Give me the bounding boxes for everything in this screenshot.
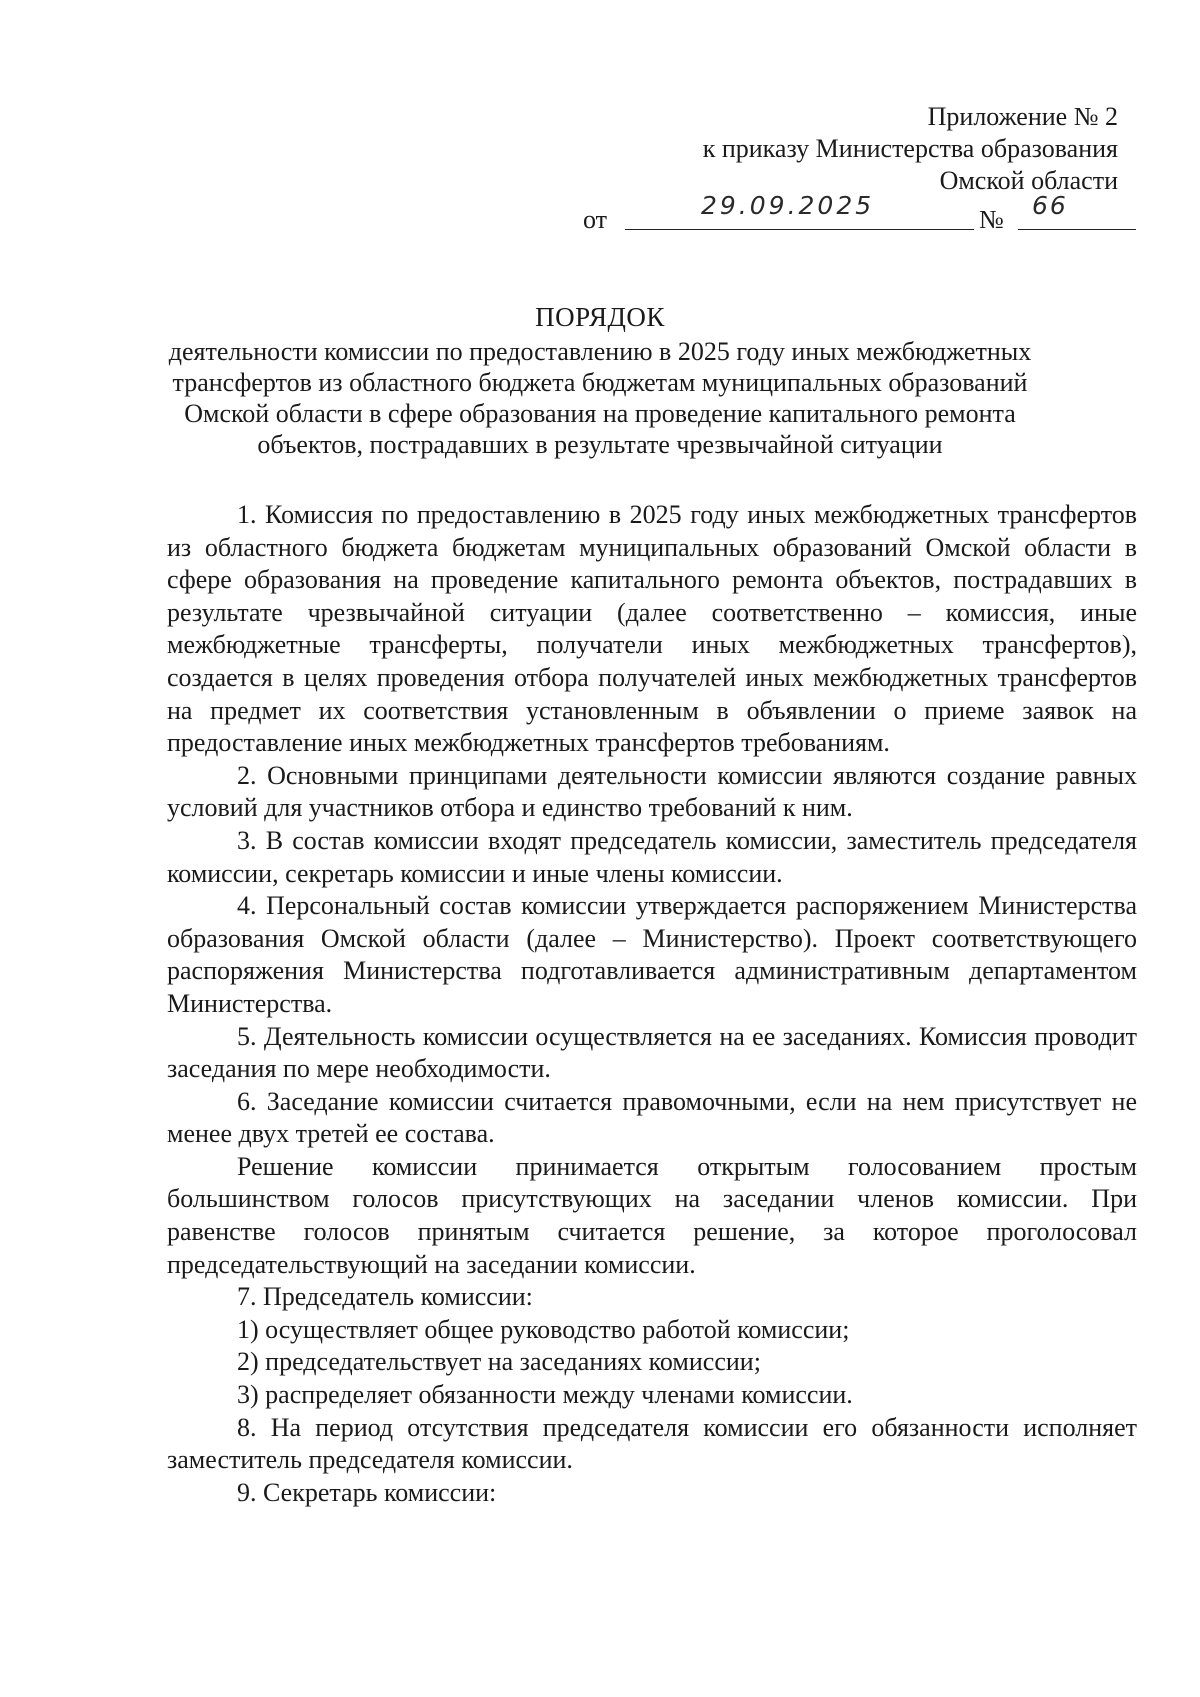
- paragraph: 9. Секретарь комиссии:: [237, 1477, 497, 1507]
- document-title: ПОРЯДОК: [535, 302, 665, 332]
- subtitle-line: деятельности комиссии по предоставлению в 2025 году иных межбюджетных: [168, 337, 1032, 366]
- handwritten-date: 29.09.2025: [701, 191, 875, 220]
- appendix-line-2: к приказу Министерства образования: [702, 134, 1118, 163]
- paragraph: 5. Деятельность комиссии осуществляется на ее заседаниях. Комиссия проводит заседания по мере необходимости.: [167, 1021, 1137, 1084]
- subtitle-line: объектов, пострадавших в результате чрезвычайной ситуации: [257, 430, 943, 459]
- paragraph: 3) распределяет обязанности между членами комиссии.: [237, 1380, 853, 1410]
- number-prefix: №: [979, 205, 1004, 234]
- paragraph: Решение комиссии принимается открытым голосованием простым большинством голосов присутствующих на заседании членов комиссии. При равенстве голосов принятым считается решение, за которое проголосовал председательствующий на заседании комиссии.: [167, 1151, 1137, 1279]
- document-body: [167, 499, 1137, 1509]
- order-date-number-line: [583, 191, 1136, 234]
- subtitle-line: трансфертов из областного бюджета бюджетам муниципальных образований: [172, 368, 1028, 397]
- paragraph: 1) осуществляет общее руководство работой комиссии;: [237, 1314, 850, 1344]
- date-prefix: от: [583, 205, 608, 234]
- paragraph: 4. Персональный состав комиссии утверждается распоряжением Министерства образования Омской области (далее – Министерство). Проект соответствующего распоряжения Министерства подготавливается административным департаментом Министерства.: [167, 891, 1137, 1018]
- handwritten-number: 66: [1032, 191, 1068, 220]
- document-subtitle: [150, 336, 1050, 460]
- paragraph: 8. На период отсутствия председателя комиссии его обязанности исполняет заместитель председателя комиссии.: [167, 1412, 1137, 1475]
- paragraph: 2. Основными принципами деятельности комиссии являются создание равных условий для участников отбора и единство требований к ним.: [167, 760, 1137, 823]
- appendix-line-3: Омской области: [939, 166, 1118, 195]
- subtitle-line: Омской области в сфере образования на проведение капитального ремонта: [184, 399, 1016, 428]
- appendix-line-1: Приложение № 2: [927, 102, 1118, 131]
- paragraph: 6. Заседание комиссии считается правомочными, если на нем присутствует не менее двух третей ее состава.: [167, 1086, 1137, 1149]
- date-field: [625, 191, 974, 230]
- paragraph: 7. Председатель комиссии:: [237, 1282, 533, 1312]
- appendix-header: [703, 101, 1118, 197]
- paragraph: 1. Комиссия по предоставлению в 2025 году иных межбюджетных трансфертов из областного бюджета бюджетам муниципальных образований Омской области в сфере образования на проведение капитального ремонта объектов, пострадавших в результате чрезвычайной ситуации (далее соответственно – комиссия, иные межбюджетные трансферты, получатели иных межбюджетных трансфертов), создается в целях проведения отбора получателей иных межбюджетных трансфертов на предмет их соответствия установленным в объявлении о приеме заявок на предоставление иных межбюджетных трансфертов требованиям.: [167, 500, 1137, 758]
- number-field: [1018, 191, 1136, 230]
- paragraph: 2) председательствует на заседаниях комиссии;: [237, 1347, 761, 1377]
- paragraph: 3. В состав комиссии входят председатель комиссии, заместитель председателя комиссии, секретарь комиссии и иные члены комиссии.: [167, 825, 1137, 888]
